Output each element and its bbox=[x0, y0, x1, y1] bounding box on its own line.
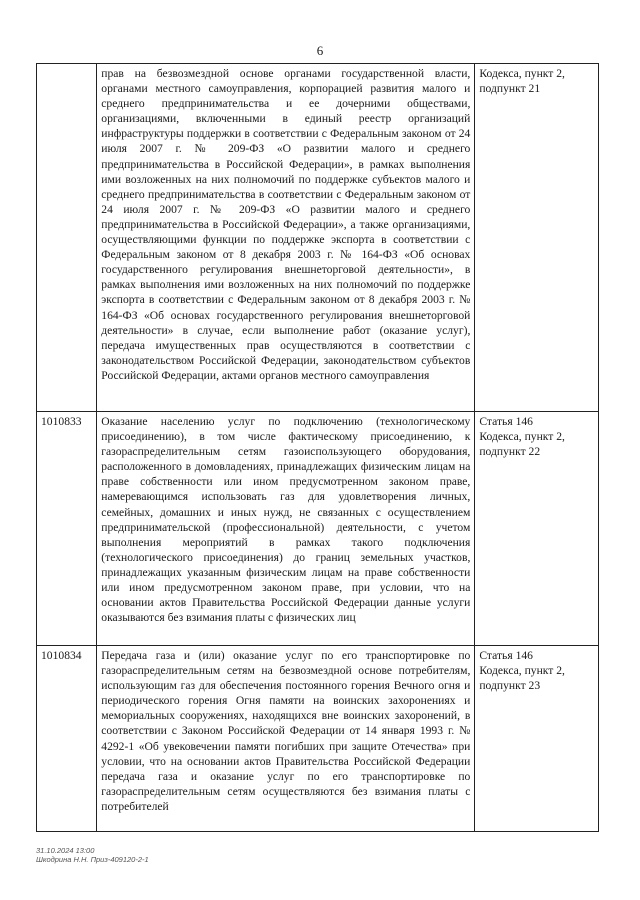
reference-line: подпункт 23 bbox=[479, 679, 541, 693]
table-row bbox=[37, 646, 599, 832]
table-row bbox=[37, 64, 599, 412]
operation-description-cell: прав на безвозмездной основе органами государственной власти, органами местного самоуправления, корпорацией развития малого и среднего предпринимательства и ее дочерними обществами, организациями, включенными в единый реестр организаций инфраструктуры поддержки в соответствии с Федеральным законом от 24 июля 2007 г. № 209-ФЗ «О развитии малого и среднего предпринимательства в Российской Федерации», в рамках выполнения ими возложенных на них полномочий по поддержке субъектов малого и среднего предпринимательства в соответствии с Федеральным законом от 24 июля 2007 г. № 209-ФЗ «О развитии малого и среднего предпринимательства в Российской Федерации», а также организациями, осуществляющими функции по поддержке экспорта в соответствии с Федеральным законом от 8 декабря 2003 г. № 164-ФЗ «Об основах государственного регулирования внешнеторговой деятельности», в рамках выполнения ими возложенных на них полномочий по поддержке экспорта в соответствии с Федеральным законом от 8 декабря 2003 г. № 164-ФЗ «Об основах государственного регулирования внешнеторговой деятельности» в случае, если выполнение работ (оказание услуг), передача имущественных прав осуществляются в соответствии с законодательством Российской Федерации, законодательством субъектов Российской Федерации, актами органов местного самоуправления bbox=[97, 64, 475, 412]
operation-code-cell: 1010834 bbox=[37, 646, 97, 832]
reference-line: Кодекса, пункт 2, bbox=[479, 664, 565, 678]
print-timestamp: 31.10.2024 13:00 bbox=[36, 846, 95, 855]
reference-line: Статья 146 bbox=[479, 415, 533, 428]
tax-code-table bbox=[36, 63, 599, 832]
reference-line: подпункт 22 bbox=[479, 445, 541, 459]
operation-description-cell: Передача газа и (или) оказание услуг по его транспортировке по газораспределительным сетям на безвозмездной основе потребителям, использующим газ для обеспечения постоянного горения Вечного огня и периодического горения Огня памяти на воинских захоронениях и мемориальных сооружениях, находящихся вне воинских захоронений, в соответствии с Законом Российской Федерации от 14 января 1993 г. № 4292-1 «Об увековечении памяти погибших при защите Отечества» при условии, что на основании актов Правительства Российской Федерации передача газа и оказание услуг по его транспортировке по газораспределительным сетям осуществляются без взимания платы с потребителей bbox=[97, 646, 475, 832]
page-number: 6 bbox=[316, 43, 324, 58]
print-footer bbox=[36, 846, 149, 864]
reference-line: Кодекса, пункт 2, bbox=[479, 430, 565, 444]
operation-description-cell: Оказание населению услуг по подключению (технологическому присоединению), в том числе фактическому присоединению, к газораспределительным сетям газоиспользующего оборудования, расположенного в домовладениях, принадлежащих физическим лицам на праве собственности или ином предусмотренном законом праве, намеревающимся использовать газ для удовлетворения личных, семейных, домашних и иных нужд, не связанных с осуществлением предпринимательской (профессиональной) деятельности, с учетом выполнения мероприятий в рамках такого подключения (технологического присоединения) до границ земельных участков, принадлежащих указанным физическим лицам на праве собственности или ином предусмотренном законом праве, при условии, что на основании актов Правительства Российской Федерации данные услуги оказываются без взимания платы с физических лиц bbox=[97, 412, 475, 646]
print-author: Шкодрина Н.Н. Приз-409120-2-1 bbox=[36, 855, 149, 864]
operation-code-cell: 1010833 bbox=[37, 412, 97, 646]
reference-line: Статья 146 bbox=[479, 649, 533, 662]
table-row bbox=[37, 412, 599, 646]
operation-code-cell bbox=[37, 64, 97, 412]
legal-reference-cell bbox=[475, 64, 599, 412]
legal-reference-cell bbox=[475, 646, 599, 832]
legal-reference-cell bbox=[475, 412, 599, 646]
reference-line: подпункт 21 bbox=[479, 82, 541, 96]
reference-line: Кодекса, пункт 2, bbox=[479, 67, 565, 80]
